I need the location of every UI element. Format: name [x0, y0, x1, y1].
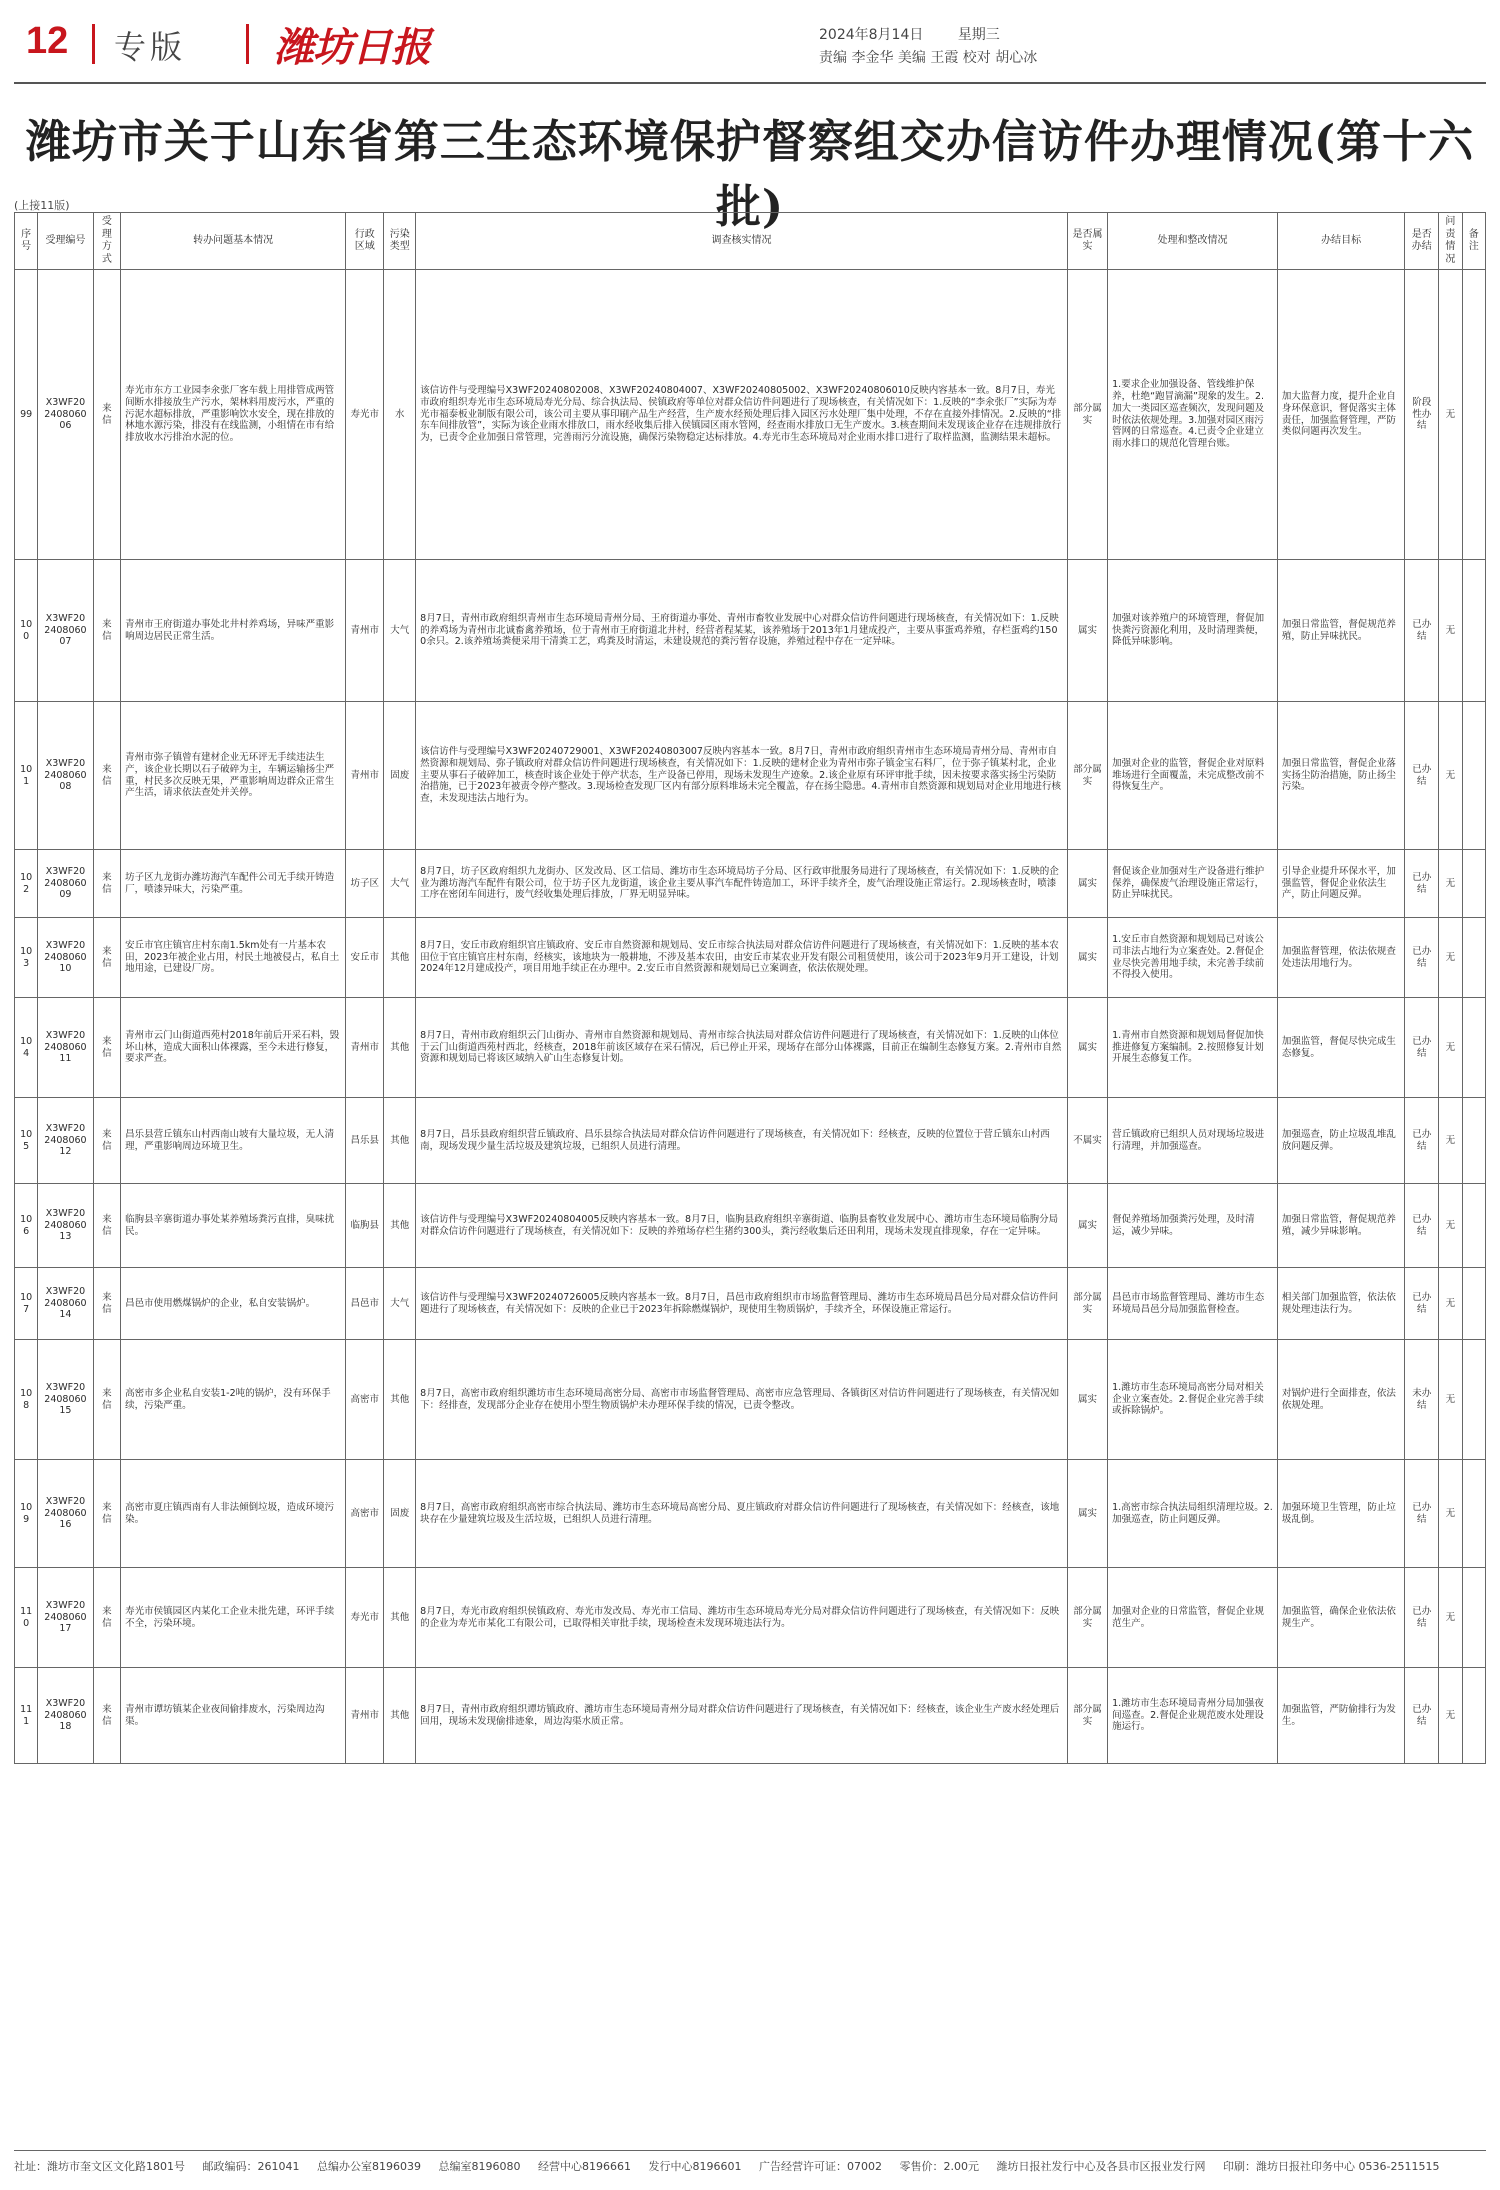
column-header: 受理编号: [38, 213, 93, 270]
table-row: [15, 1340, 1486, 1460]
cell-remark: [1462, 918, 1485, 998]
cell-detail: 8月7日，昌乐县政府组织营丘镇政府、昌乐县综合执法局对群众信访件问题进行了现场核查，有关情况如下：经核查，反映的位置位于营丘镇东山村西南，现场发现少量生活垃圾及建筑垃圾，已组织人员进行清理。: [416, 1098, 1068, 1184]
cell-no: 109: [15, 1460, 38, 1568]
cell-detail: 该信访件与受理编号X3WF20240802008、X3WF20240804007、X3WF20240805002、X3WF20240806010反映内容基本一致。8月7日，寿光市政府组织寿光市生态环境局寿光分局、综合执法局、侯镇政府等单位对群众信访件问题进行了现场核查，有关情况如下：1.反映的“李氽张厂”实际为寿光市福泰板业制版有限公司，该公司主要从事印刷产品生产经营，生产废水经预处理后排入园区污水处理厂集中处理，不存在直接外排情况。2.反映的“排东车间排放管”，实际为该企业雨水排放口，雨水经收集后排入侯镇园区雨水管网，经查雨水排放口无生产废水。3.核查期间未发现该企业存在违规排放行为，已责令企业加强日常管理，完善雨污分流设施，确保污染物稳定达标排放。4.寿光市生态环境局对企业雨水排口进行了取样监测，监测结果未超标。: [416, 270, 1068, 560]
cell-summary: 青州市云门山街道西苑村2018年前后开采石料，毁坏山林，造成大面积山体裸露，至今未进行修复，要求严查。: [121, 998, 346, 1098]
cell-remark: [1462, 850, 1485, 918]
cell-remark: [1462, 1568, 1485, 1668]
paper-logo: 潍坊日报: [274, 24, 430, 71]
cell-handling: 1.安丘市自然资源和规划局已对该公司非法占地行为立案查处。2.督促企业尽快完善用地手续，未完善手续前不得投入使用。: [1108, 918, 1278, 998]
continued-note: (上接11版): [14, 199, 70, 212]
cell-verified: 部分属实: [1067, 702, 1107, 850]
cell-done: 已办结: [1405, 1184, 1439, 1268]
footer-office: 总编办公室8196039: [317, 2160, 421, 2173]
cell-goal: 加强巡查，防止垃圾乱堆乱放问题反弹。: [1277, 1098, 1404, 1184]
cell-accountability: 无: [1439, 560, 1462, 702]
footer-print-center: 印刷：潍坊日报社印务中心 0536-2511515: [1223, 2160, 1440, 2173]
issue-date: 2024年8月14日: [819, 27, 924, 43]
cell-pollution: 其他: [384, 1184, 416, 1268]
cell-method: 来信: [93, 270, 121, 560]
cell-remark: [1462, 270, 1485, 560]
cell-handling: 督促该企业加强对生产设备进行维护保养，确保废气治理设施正常运行，防止异味扰民。: [1108, 850, 1278, 918]
cell-code: X3WF20 240806008: [38, 702, 93, 850]
cell-method: 来信: [93, 1568, 121, 1668]
cell-code: X3WF20 240806014: [38, 1268, 93, 1340]
cell-accountability: 无: [1439, 1340, 1462, 1460]
cell-handling: 昌邑市市场监督管理局、潍坊市生态环境局昌邑分局加强监督检查。: [1108, 1268, 1278, 1340]
footer-address: 社址：潍坊市奎文区文化路1801号: [14, 2160, 185, 2173]
cell-region: 青州市: [346, 702, 384, 850]
cell-summary: 青州市王府街道办事处北井村养鸡场，异味严重影响周边居民正常生活。: [121, 560, 346, 702]
column-header: 调查核实情况: [416, 213, 1068, 270]
cell-accountability: 无: [1439, 1568, 1462, 1668]
cell-handling: 1.要求企业加强设备、管线维护保养，杜绝“跑冒滴漏”现象的发生。2.加大一类园区巡查频次，发现问题及时依法依规处理。3.加强对园区雨污管网的日常巡查。4.已责令企业建立雨水排口的规范化管理台账。: [1108, 270, 1278, 560]
cell-goal: 加强日常监管，督促规范养殖，防止异味扰民。: [1277, 560, 1404, 702]
table-row: [15, 702, 1486, 850]
table-row: [15, 1460, 1486, 1568]
column-header: 污染类型: [384, 213, 416, 270]
cell-pollution: 大气: [384, 1268, 416, 1340]
footer-postcode: 邮政编码：261041: [202, 2160, 300, 2173]
cell-handling: 营丘镇政府已组织人员对现场垃圾进行清理，并加强巡查。: [1108, 1098, 1278, 1184]
table-row: [15, 1268, 1486, 1340]
cell-remark: [1462, 1184, 1485, 1268]
cell-method: 来信: [93, 850, 121, 918]
cell-remark: [1462, 702, 1485, 850]
cell-code: X3WF20 240806015: [38, 1340, 93, 1460]
cell-verified: 不属实: [1067, 1098, 1107, 1184]
cell-verified: 属实: [1067, 1340, 1107, 1460]
cell-detail: 8月7日，青州市政府组织谭坊镇政府、潍坊市生态环境局青州分局对群众信访件问题进行了现场核查，有关情况如下：经核查，该企业生产废水经处理后回用，现场未发现偷排迹象，周边沟渠水质正常。: [416, 1668, 1068, 1764]
cell-verified: 部分属实: [1067, 1568, 1107, 1668]
cell-done: 已办结: [1405, 702, 1439, 850]
cell-method: 来信: [93, 1460, 121, 1568]
cell-code: X3WF20 240806017: [38, 1568, 93, 1668]
cell-goal: 加强监管，确保企业依法依规生产。: [1277, 1568, 1404, 1668]
cell-handling: 1.高密市综合执法局组织清理垃圾。2.加强巡查，防止问题反弹。: [1108, 1460, 1278, 1568]
cell-region: 青州市: [346, 1668, 384, 1764]
column-header: 转办问题基本情况: [121, 213, 346, 270]
cell-handling: 加强对企业的日常监管，督促企业规范生产。: [1108, 1568, 1278, 1668]
cell-region: 高密市: [346, 1340, 384, 1460]
cell-goal: 加强环境卫生管理，防止垃圾乱倒。: [1277, 1460, 1404, 1568]
page-number: 12: [26, 20, 69, 62]
cell-goal: 加强监管，严防偷排行为发生。: [1277, 1668, 1404, 1764]
cell-method: 来信: [93, 1340, 121, 1460]
table-row: [15, 560, 1486, 702]
cell-no: 108: [15, 1340, 38, 1460]
cell-detail: 8月7日，高密市政府组织潍坊市生态环境局高密分局、高密市市场监督管理局、高密市应急管理局、各镇街区对信访件问题进行了现场核查，有关情况如下：经排查，发现部分企业存在使用小型生物质锅炉未办理环保手续的情况，已责令整改。: [416, 1340, 1068, 1460]
cell-no: 102: [15, 850, 38, 918]
cell-goal: 加大监督力度，提升企业自身环保意识，督促落实主体责任，加强监督管理，严防类似问题再次发生。: [1277, 270, 1404, 560]
cell-detail: 8月7日，青州市政府组织青州市生态环境局青州分局、王府街道办事处、青州市畜牧业发展中心对群众信访件问题进行现场核查，有关情况如下：1.反映的养鸡场为青州市北诚畜禽养殖场，位于青州市王府街道北井村，经营者程某某，该养殖场于2013年1月建成投产，主要从事蛋鸡养殖，存栏蛋鸡约1500余只。2.该养殖场粪便采用干清粪工艺，鸡粪及时清运，未建设规范的粪污暂存设施，养殖过程中存在一定异味。: [416, 560, 1068, 702]
table-row: [15, 998, 1486, 1098]
cell-pollution: 水: [384, 270, 416, 560]
cell-code: X3WF20 240806011: [38, 998, 93, 1098]
cell-verified: 部分属实: [1067, 1268, 1107, 1340]
cell-region: 临朐县: [346, 1184, 384, 1268]
cell-detail: 该信访件与受理编号X3WF20240804005反映内容基本一致。8月7日，临朐县政府组织辛寨街道、临朐县畜牧业发展中心、潍坊市生态环境局临朐分局对群众信访件问题进行了现场核查，有关情况如下：反映的养殖场存栏生猪约300头，粪污经收集后还田利用，现场未发现直排现象，存在一定异味。: [416, 1184, 1068, 1268]
cell-no: 107: [15, 1268, 38, 1340]
cell-done: 已办结: [1405, 1098, 1439, 1184]
cell-no: 110: [15, 1568, 38, 1668]
cell-pollution: 其他: [384, 1568, 416, 1668]
cell-code: X3WF20 240806006: [38, 270, 93, 560]
cell-remark: [1462, 1268, 1485, 1340]
column-header: 是否办结: [1405, 213, 1439, 270]
cell-summary: 寿光市东方工业园李氽张厂客车载上用排管成两管间断水排接放生产污水，架林料用废污水，严重的污泥水超标排放，严重影响饮水安全，现在排放的林地水源污染，排没有在线监测，小组情在市有给排放收水污排治水泥的位。: [121, 270, 346, 560]
masthead-rule: [14, 82, 1486, 84]
cell-verified: 部分属实: [1067, 270, 1107, 560]
cell-method: 来信: [93, 1268, 121, 1340]
cell-summary: 高密市多企业私自安装1-2吨的锅炉，没有环保手续，污染严重。: [121, 1340, 346, 1460]
cell-goal: 相关部门加强监管，依法依规处理违法行为。: [1277, 1268, 1404, 1340]
cell-summary: 昌乐县营丘镇东山村西南山坡有大量垃圾，无人清理，严重影响周边环境卫生。: [121, 1098, 346, 1184]
cell-accountability: 无: [1439, 998, 1462, 1098]
cell-accountability: 无: [1439, 1460, 1462, 1568]
cell-verified: 属实: [1067, 560, 1107, 702]
table-row: [15, 1568, 1486, 1668]
column-header: 处理和整改情况: [1108, 213, 1278, 270]
cell-method: 来信: [93, 1668, 121, 1764]
cell-remark: [1462, 560, 1485, 702]
column-header: 办结目标: [1277, 213, 1404, 270]
cell-summary: 青州市谭坊镇某企业夜间偷排废水，污染周边沟渠。: [121, 1668, 346, 1764]
cell-method: 来信: [93, 702, 121, 850]
table-header-row: [15, 213, 1486, 270]
cell-detail: 该信访件与受理编号X3WF20240729001、X3WF20240803007反映内容基本一致。8月7日，青州市政府组织青州市生态环境局青州分局、青州市自然资源和规划局、弥子镇政府对群众信访件问题进行现场核查，有关情况如下：1.反映的建材企业为青州市弥子镇金宝石料厂，位于弥子镇某村北，企业主要从事石子破碎加工，核查时该企业处于停产状态，生产设备已停用，现场未发现生产迹象。2.该企业原有环评审批手续，因未按要求落实扬尘污染防治措施，已于2023年被责令停产整改。3.现场检查发现厂区内有部分原料堆场未完全覆盖，存在扬尘隐患。4.青州市自然资源和规划局对企业用地进行核查，未发现违法占地行为。: [416, 702, 1068, 850]
cell-no: 99: [15, 270, 38, 560]
cell-method: 来信: [93, 1098, 121, 1184]
cell-goal: 引导企业提升环保水平，加强监管，督促企业依法生产，防止问题反弹。: [1277, 850, 1404, 918]
cell-accountability: 无: [1439, 702, 1462, 850]
column-header: 受理方式: [93, 213, 121, 270]
footer-ad: 广告经营许可证：07002: [759, 2160, 882, 2173]
dateline: [819, 24, 1030, 44]
cell-region: 青州市: [346, 560, 384, 702]
cell-detail: 8月7日，高密市政府组织高密市综合执法局、潍坊市生态环境局高密分局、夏庄镇政府对群众信访件问题进行了现场核查，有关情况如下：经核查，该地块存在少量建筑垃圾及生活垃圾，已组织人员进行清理。: [416, 1460, 1068, 1568]
cell-handling: 1.青州市自然资源和规划局督促加快推进修复方案编制。2.按照修复计划开展生态修复工作。: [1108, 998, 1278, 1098]
cell-summary: 坊子区九龙街办潍坊海汽车配件公司无手续开铸造厂，喷漆异味大，污染严重。: [121, 850, 346, 918]
cell-done: 已办结: [1405, 1668, 1439, 1764]
cell-verified: 属实: [1067, 1460, 1107, 1568]
cell-done: 已办结: [1405, 1460, 1439, 1568]
cell-verified: 属实: [1067, 1184, 1107, 1268]
cell-no: 101: [15, 702, 38, 850]
cell-region: 高密市: [346, 1460, 384, 1568]
cell-done: 已办结: [1405, 1568, 1439, 1668]
cell-done: 已办结: [1405, 918, 1439, 998]
cell-goal: 加强监管，督促尽快完成生态修复。: [1277, 998, 1404, 1098]
cell-summary: 寿光市侯镇园区内某化工企业未批先建，环评手续不全，污染环境。: [121, 1568, 346, 1668]
cell-accountability: 无: [1439, 1268, 1462, 1340]
cell-summary: 高密市夏庄镇西南有人非法倾倒垃圾，造成环境污染。: [121, 1460, 346, 1568]
cell-remark: [1462, 1668, 1485, 1764]
cell-handling: 1.潍坊市生态环境局高密分局对相关企业立案查处。2.督促企业完善手续或拆除锅炉。: [1108, 1340, 1278, 1460]
cell-goal: 加强日常监管，督促企业落实扬尘防治措施，防止扬尘污染。: [1277, 702, 1404, 850]
masthead: [14, 14, 1486, 72]
cell-verified: 属实: [1067, 850, 1107, 918]
cell-verified: 部分属实: [1067, 1668, 1107, 1764]
cell-method: 来信: [93, 918, 121, 998]
issue-weekday: 星期三: [957, 27, 1000, 43]
cell-method: 来信: [93, 560, 121, 702]
cell-accountability: 无: [1439, 1184, 1462, 1268]
column-header: 是否属实: [1067, 213, 1107, 270]
cell-accountability: 无: [1439, 1098, 1462, 1184]
cell-done: 已办结: [1405, 1268, 1439, 1340]
footer-distribution: 发行中心8196601: [648, 2160, 742, 2173]
cell-region: 寿光市: [346, 1568, 384, 1668]
cell-region: 青州市: [346, 998, 384, 1098]
cell-detail: 8月7日，安丘市政府组织官庄镇政府、安丘市自然资源和规划局、安丘市综合执法局对群众信访件问题进行了现场核查，有关情况如下：1.反映的基本农田位于官庄镇官庄村东南，经核实，该地块为一般耕地，不涉及基本农田，由安丘市某农业开发有限公司租赁使用，该公司于2023年9月开工建设，计划2024年12月建成投产，项目用地手续正在办理中。2.安丘市自然资源和规划局已立案调查，依法依规处理。: [416, 918, 1068, 998]
cell-no: 103: [15, 918, 38, 998]
footer-chief: 总编室8196080: [438, 2160, 521, 2173]
cell-goal: 加强监督管理，依法依规查处违法用地行为。: [1277, 918, 1404, 998]
cell-accountability: 无: [1439, 1668, 1462, 1764]
cell-remark: [1462, 1340, 1485, 1460]
masthead-divider: [92, 24, 95, 64]
cell-summary: 青州市弥子镇曾有建材企业无环评无手续违法生产，该企业长期以石子破碎为主，车辆运输扬尘严重，村民多次反映无果，严重影响周边群众正常生产生活，请求依法查处并关停。: [121, 702, 346, 850]
cell-done: 已办结: [1405, 998, 1439, 1098]
cell-summary: 临朐县辛寨街道办事处某养殖场粪污直排，臭味扰民。: [121, 1184, 346, 1268]
cell-code: X3WF20 240806012: [38, 1098, 93, 1184]
table-row: [15, 850, 1486, 918]
cell-code: X3WF20 240806018: [38, 1668, 93, 1764]
footer-rule: [14, 2150, 1486, 2151]
table-row: [15, 270, 1486, 560]
cell-pollution: 固废: [384, 1460, 416, 1568]
cell-handling: 督促养殖场加强粪污处理，及时清运，减少异味。: [1108, 1184, 1278, 1268]
footer-printer: 潍坊日报社发行中心及各县市区报业发行网: [996, 2160, 1206, 2173]
cell-goal: 对锅炉进行全面排查，依法依规处理。: [1277, 1340, 1404, 1460]
cell-remark: [1462, 998, 1485, 1098]
cell-no: 104: [15, 998, 38, 1098]
cell-verified: 属实: [1067, 918, 1107, 998]
cell-summary: 昌邑市使用燃煤锅炉的企业，私自安装锅炉。: [121, 1268, 346, 1340]
table-row: [15, 1668, 1486, 1764]
column-header: 序号: [15, 213, 38, 270]
cell-no: 105: [15, 1098, 38, 1184]
cell-verified: 属实: [1067, 998, 1107, 1098]
table-row: [15, 918, 1486, 998]
cell-remark: [1462, 1460, 1485, 1568]
column-header: 问责情况: [1439, 213, 1462, 270]
table-row: [15, 1098, 1486, 1184]
cell-done: 已办结: [1405, 850, 1439, 918]
cell-region: 寿光市: [346, 270, 384, 560]
cell-pollution: 其他: [384, 1098, 416, 1184]
footer: [14, 2158, 1486, 2174]
cell-pollution: 其他: [384, 1340, 416, 1460]
masthead-divider: [246, 24, 249, 64]
cell-pollution: 其他: [384, 998, 416, 1098]
cell-handling: 加强对该养殖户的环境管理，督促加快粪污资源化利用，及时清理粪便，降低异味影响。: [1108, 560, 1278, 702]
table-row: [15, 1184, 1486, 1268]
cell-region: 昌乐县: [346, 1098, 384, 1184]
cell-detail: 8月7日，寿光市政府组织侯镇政府、寿光市发改局、寿光市工信局、潍坊市生态环境局寿光分局对群众信访件问题进行了现场核查，有关情况如下：反映的企业为寿光市某化工有限公司，已取得相关审批手续，现场检查未发现环境违法行为。: [416, 1568, 1068, 1668]
cell-code: X3WF20 240806010: [38, 918, 93, 998]
cell-goal: 加强日常监管，督促规范养殖，减少异味影响。: [1277, 1184, 1404, 1268]
cell-accountability: 无: [1439, 850, 1462, 918]
cell-detail: 8月7日，坊子区政府组织九龙街办、区发改局、区工信局、潍坊市生态环境局坊子分局、区行政审批服务局进行了现场核查，有关情况如下：1.反映的企业为潍坊海汽车配件有限公司，位于坊子区九龙街道，该企业主要从事汽车配件铸造加工，环评手续齐全，废气治理设施正常运行。2.现场核查时，喷漆工序在密闭车间进行，废气经收集处理后排放，厂界无明显异味。: [416, 850, 1068, 918]
cell-detail: 该信访件与受理编号X3WF20240726005反映内容基本一致。8月7日，昌邑市政府组织市市场监督管理局、潍坊市生态环境局昌邑分局对群众信访件问题进行了现场核查，有关情况如下：反映的企业已于2023年拆除燃煤锅炉，现使用生物质锅炉，手续齐全，环保设施正常运行。: [416, 1268, 1068, 1340]
cell-no: 111: [15, 1668, 38, 1764]
footer-price: 零售价：2.00元: [899, 2160, 979, 2173]
cell-handling: 加强对企业的监管，督促企业对原料堆场进行全面覆盖，未完成整改前不得恢复生产。: [1108, 702, 1278, 850]
cell-done: 阶段性办结: [1405, 270, 1439, 560]
cell-remark: [1462, 1098, 1485, 1184]
cell-no: 100: [15, 560, 38, 702]
cell-handling: 1.潍坊市生态环境局青州分局加强夜间巡查。2.督促企业规范废水处理设施运行。: [1108, 1668, 1278, 1764]
cell-code: X3WF20 240806009: [38, 850, 93, 918]
cell-done: 未办结: [1405, 1340, 1439, 1460]
cell-done: 已办结: [1405, 560, 1439, 702]
cell-code: X3WF20 240806013: [38, 1184, 93, 1268]
petition-table: [14, 212, 1486, 1764]
cell-detail: 8月7日，青州市政府组织云门山街办、青州市自然资源和规划局、青州市综合执法局对群众信访件问题进行了现场核查，有关情况如下：1.反映的山体位于云门山街道西苑村西北，经核查，2018年前该区域存在采石情况，后已停止开采，现场存在部分山体裸露，目前正在编制生态修复方案。2.青州市自然资源和规划局已将该区域纳入矿山生态修复计划。: [416, 998, 1068, 1098]
cell-region: 昌邑市: [346, 1268, 384, 1340]
cell-pollution: 其他: [384, 1668, 416, 1764]
editors-line: 责编 李金华 美编 王霞 校对 胡心冰: [819, 50, 1038, 66]
table-body: [15, 270, 1486, 1764]
section-name: 专版: [114, 28, 187, 66]
cell-code: X3WF20 240806016: [38, 1460, 93, 1568]
cell-region: 坊子区: [346, 850, 384, 918]
column-header: 行政区域: [346, 213, 384, 270]
cell-method: 来信: [93, 998, 121, 1098]
cell-summary: 安丘市官庄镇官庄村东南1.5km处有一片基本农田，2023年被企业占用，村民土地被侵占，私自土地用途，已建设厂房。: [121, 918, 346, 998]
cell-pollution: 固废: [384, 702, 416, 850]
page-title: 潍坊市关于山东省第三生态环境保护督察组交办信访件办理情况(第十六批): [25, 115, 1475, 233]
cell-no: 106: [15, 1184, 38, 1268]
cell-method: 来信: [93, 1184, 121, 1268]
cell-region: 安丘市: [346, 918, 384, 998]
cell-pollution: 其他: [384, 918, 416, 998]
cell-accountability: 无: [1439, 270, 1462, 560]
cell-code: X3WF20 240806007: [38, 560, 93, 702]
cell-pollution: 大气: [384, 850, 416, 918]
footer-news: 经营中心8196661: [538, 2160, 631, 2173]
cell-pollution: 大气: [384, 560, 416, 702]
cell-accountability: 无: [1439, 918, 1462, 998]
column-header: 备注: [1462, 213, 1485, 270]
